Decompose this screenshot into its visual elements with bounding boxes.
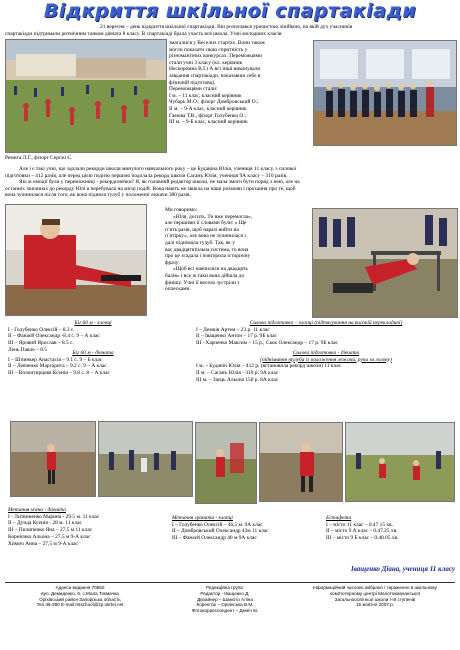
- footer-line: Оріхівський район Запорізька область: [39, 596, 121, 602]
- record-paragraph: [5, 166, 455, 199]
- footer-line: Адреса видання 70550: [55, 585, 105, 590]
- photo-red-athlete: [5, 204, 147, 316]
- para-line: могли показати свою спритність у: [169, 46, 248, 53]
- footer-line: вул. Демиденко, 6, с.Мала Токмачка: [41, 590, 119, 596]
- section-heading: Метання гранати - хлопці: [172, 515, 233, 521]
- result-line: Корнієнко Альона – 27,5 м 9-А клас: [8, 533, 91, 540]
- interview-line: вас двадцятипільна система, то вона: [165, 246, 249, 253]
- gym-winners-image: [314, 41, 456, 145]
- result-line: І – Голубенко Олексій – 46,5 м. 9А клас: [172, 521, 263, 528]
- para-line: різноманітних конкурсах. Переможцями: [169, 53, 262, 60]
- para-line: ІІ м. – 9-А клас, класний керівник: [169, 105, 247, 112]
- author-signature: Іващенко Діана, учениця 11 класу: [351, 565, 455, 573]
- footer-line: Інформаційний часопис вибрано і тираженно в шкільному: [313, 585, 437, 590]
- interview-line: фразу:: [165, 259, 180, 266]
- interview-line: п`ятірку», але вона не зупинилася і: [165, 233, 246, 240]
- interview-line: далі піднімала тулуб. Так, як у: [165, 239, 235, 246]
- page-title: Відкриття шкільної спартакіади: [43, 0, 417, 22]
- record-line: вона зупинилася після того, як вона підняла тулуб у положенні лежачи 380 разів.: [5, 192, 191, 199]
- result-line: ІІ – Домбровський Олександр 43м 11 клас: [172, 528, 269, 535]
- footer-publisher: [295, 585, 455, 608]
- result-line: ІІІ –Харченко Максим – 15 р., Скок Олександр – 17 р. 9Б клас: [196, 340, 338, 347]
- footer-line: Редактор - Іващенко Д.: [200, 590, 250, 596]
- para-line: ІІІ м. – 9-Б клас, класний керівник: [169, 119, 248, 126]
- red-athlete-image: [6, 205, 146, 315]
- result-line: ІІ м. – Саганъ Юлія - 310 р. 9А клас: [196, 369, 279, 376]
- result-line: ІІІ м. – Заєць Альона 150 р. 8А клас: [196, 376, 279, 383]
- para-line: Чубарь М.О., фізорг Домбровський О.;: [169, 99, 259, 106]
- interview-line: балів» і все ж таки вона дійшла до: [165, 272, 245, 279]
- outdoor-situp-image: [313, 209, 457, 317]
- result-line: Лень Павло – 8.5: [8, 346, 47, 353]
- track-photo-3: [196, 423, 256, 503]
- results-situp-girls: [196, 350, 456, 384]
- interview-line: «Щоб всі навчилися на двадцять: [173, 266, 248, 273]
- interview-text: [165, 207, 308, 293]
- interview-line: про це згадала і повторила історичну: [165, 253, 251, 260]
- para-line: стали учні 3 класу (кл. керівник: [169, 59, 243, 66]
- opening-ceremony-image: [6, 40, 166, 152]
- results-grenade-boys: [172, 515, 322, 542]
- result-line: І – Шпинкер Анастасія – 9.1 с. 9 – Б клас: [8, 356, 103, 363]
- result-line: І м. – Буданін Юлія – 412 р. (встановила рекорд школи) 11 клас: [196, 363, 341, 370]
- record-line: Але і є такі учні, що здолали рекорди школи минулого навчального року – це Буданіна Юлія, учениця 11 класу, з силової: [19, 166, 297, 172]
- result-line: ІІІ – місто 9 Б клас – 0.48.05 хв.: [326, 535, 399, 542]
- track-photo-5: [346, 423, 454, 501]
- result-line: Химич Анна – 27,5 м 9-А клас: [8, 540, 78, 547]
- footer-line: Фотокорреспондент – Деміч М.: [191, 608, 259, 614]
- para-line: Переможцями стали:: [169, 86, 218, 93]
- photo-opening-ceremony: [5, 39, 167, 153]
- track-photo-2: [99, 422, 192, 496]
- section-heading: Естафета: [326, 515, 352, 521]
- photo-track-4: [259, 422, 343, 502]
- footer-editorial: [160, 585, 290, 614]
- result-line: ІІ – місто 9 А клас – 0.47.25 хв.: [326, 528, 398, 535]
- result-line: І - Голубенко Олексій – 8.3 с.: [8, 326, 75, 333]
- interview-line: оплесками.: [165, 286, 191, 293]
- section-heading: Біг 60 м - хлопці: [74, 320, 112, 326]
- para-line: І м. – 11 клас, класний керівник: [169, 92, 242, 99]
- section-heading: Біг 60 м - дівчата: [72, 350, 114, 356]
- footer-line: комп'ютерному центрі Малотокмачанської: [329, 590, 421, 596]
- result-line: ІІІ – Яровий Ярослав – 8.5 с.: [8, 340, 74, 347]
- result-line: ІІ – Левченко Маргарита – 9.2 с. 9 – А клас: [8, 363, 107, 370]
- footer-line: Дизайнер – Шамото Аліна: [197, 596, 253, 602]
- results-pullup-boys: [196, 320, 456, 347]
- footer-line: Загальноосвітньої школи І-ІІІ ступенів: [334, 596, 416, 602]
- results-throw-girls: [8, 507, 173, 548]
- footer-line: 15 жовтня 2007 р.: [355, 602, 395, 608]
- section-subheading: (піднімання тулуба із положення лежачи, руки за голову): [260, 356, 392, 363]
- result-line: ІІ – Іващенко Антон – 17 р. 9Б клас: [196, 333, 277, 340]
- result-line: ІІІ – Фанаєй Олександр 40 м 9А клас: [172, 535, 257, 542]
- para-line: Нескоромна В.І.) А всі інші виконували: [169, 66, 261, 73]
- footer-line: Тел.46-280 E-mail:mtschool@zp.ukrtel.net: [36, 602, 124, 608]
- winners-paragraph: [169, 40, 310, 126]
- interview-line: але першими її словами були: « Ще: [165, 220, 247, 227]
- record-line: останніх хвилинах до рекорду Юлі я перебувала на місці подій. Вона навіть не звикла на наші розмови і прохання про те, щоб: [5, 185, 296, 192]
- photo-track-3: [195, 422, 257, 504]
- result-line: ІІ – Фанаєй Олександр -8.4 с. 9 – А клас: [8, 333, 100, 340]
- interview-line: Ми говоримо:: [165, 207, 198, 213]
- interview-line: фінішу. Учні її весело зустріли з: [165, 279, 240, 286]
- photo-track-1: [10, 421, 96, 497]
- footer-address: [5, 585, 155, 608]
- result-line: І – місто 11 клас – 0.47.15 хв.: [326, 521, 393, 528]
- record-line: підготовки – 412 разів, але перед цією подією першою подолала рекорд школи Саганъ Юлія, учениця 9А класу – 310 разів.: [5, 172, 288, 179]
- record-line: Які ж емоції були у переможниці - рекордсменки? Я, як головний редактор школи, не мала змоги бути поряд з нею, але на: [19, 179, 300, 186]
- interview-line: п`ять разів, щоб наразі вийти на: [165, 226, 239, 233]
- para-line: фізичній підготовці.: [169, 79, 216, 86]
- interview-line: «Юля, досить. Ти вже перемогла»,: [173, 213, 253, 220]
- track-photo-4: [260, 423, 342, 501]
- footer-line: Коректор – Оріянська В.М.: [196, 602, 254, 608]
- photo-outdoor-situp: [312, 208, 458, 318]
- para-line: змагалися у Веселих стартах. Вони також: [169, 40, 265, 46]
- section-heading: Силова підготовка – хлопці (підтягування на високій перекладині): [249, 320, 403, 326]
- result-line: І - Литвиненко Марина - 29.5 м. 11 клас: [8, 513, 100, 520]
- intro-text-1: 21 вересня – день відкриття шкільної спартакіади. Він розпочався урочистою лінійкою, на якій дух учасників: [100, 24, 353, 30]
- track-photo-1: [11, 422, 95, 496]
- results-run-girls: [8, 350, 178, 377]
- result-line: І – Демків Артем – 23 р. 11 клас: [196, 326, 270, 333]
- intro-text-2: спартакіади підтримали ритмічним танком дівчата 8 класу. В спартакіаді брала участь вся школа. Учні молодших класів: [5, 31, 282, 37]
- footer-line: Редакційна група:: [206, 585, 244, 590]
- results-run-boys: [8, 320, 178, 354]
- section-heading: Силова підготовка - дівчата: [292, 350, 360, 356]
- results-relay: [326, 515, 456, 542]
- photo-track-2: [98, 421, 193, 497]
- footer-divider: [5, 582, 455, 583]
- section-heading: Метання м'яча - дівчата: [8, 507, 66, 513]
- photo-track-5: [345, 422, 455, 502]
- para-line: завдання спартакіади, показавши себе в: [169, 72, 261, 79]
- para-line-last: Ремига Л.Г., фізорг Сергач Є.: [5, 155, 73, 161]
- para-line: Гамова Т.В., фізорг Голубенко О.;: [169, 112, 247, 119]
- result-line: ІІ – Дунда Ксенія - 28 м. 11 клас: [8, 520, 82, 527]
- result-line: ІІІ – Волонтирцева Ксенія – 9.8 с. 8 – А клас: [8, 370, 110, 377]
- photo-gym-winners: [313, 40, 457, 146]
- result-line: ІІІ – Пилипенко Яна – 27,5 м 11 клас: [8, 527, 93, 534]
